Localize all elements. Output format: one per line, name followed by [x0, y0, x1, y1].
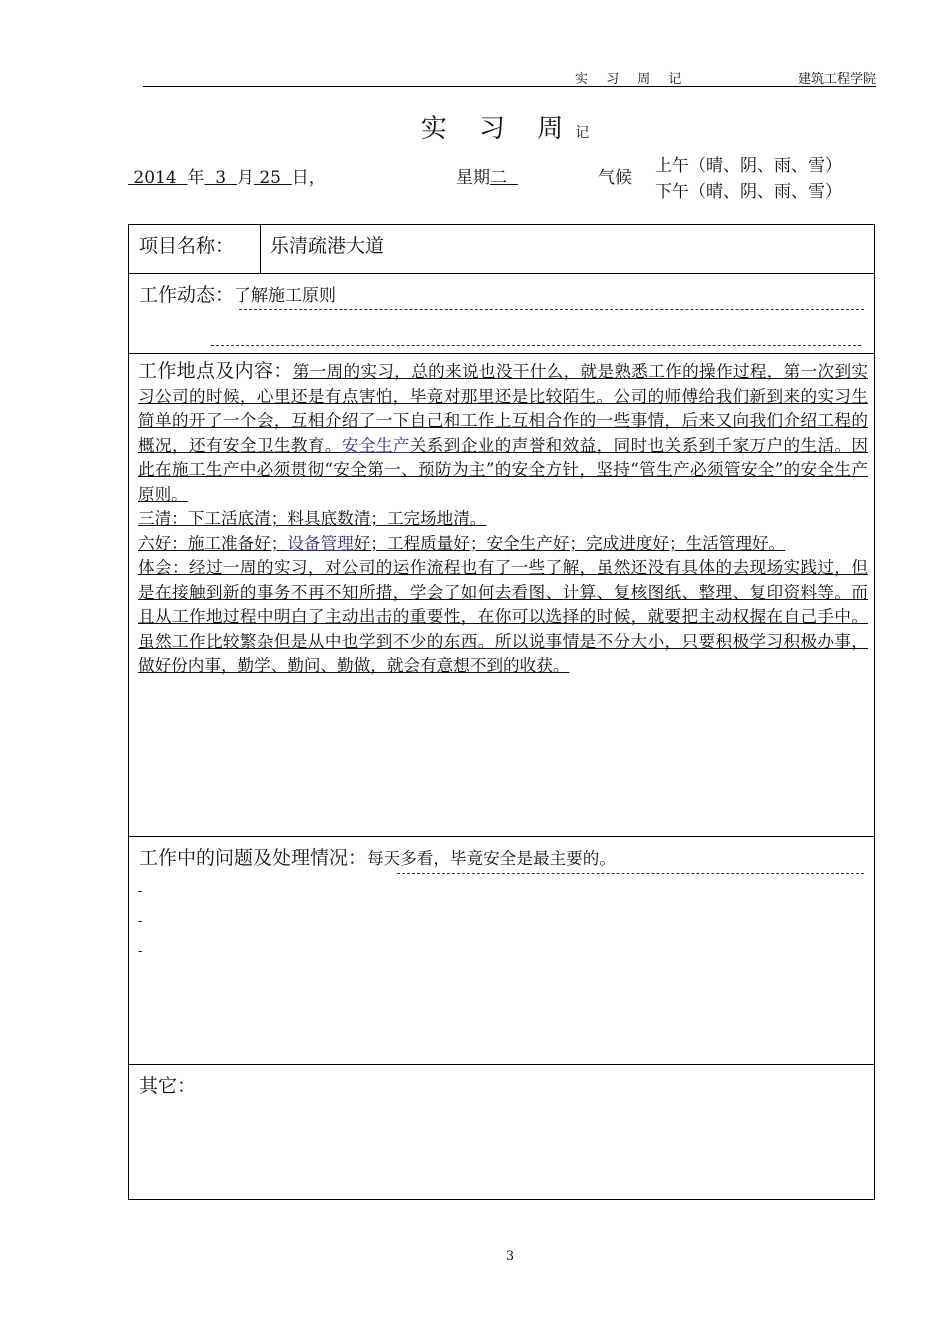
other-label: 其它：: [139, 1075, 197, 1097]
dash-mark: -: [138, 884, 143, 899]
project-row: [129, 225, 874, 274]
dash-mark: -: [138, 914, 143, 929]
safety-production-link[interactable]: 安全生产: [341, 435, 410, 455]
page-header: [143, 66, 876, 87]
content-body: [138, 359, 868, 679]
date-month: 3: [215, 168, 227, 188]
weather-am: 上午（晴、阴、雨、雪）: [655, 156, 842, 176]
dynamics-row: [129, 274, 874, 354]
dynamics-label: 工作动态：了解施工原则: [139, 284, 337, 306]
header-right: 建筑工程学院: [797, 72, 876, 87]
problems-label: 工作中的问题及处理情况：每天多看，毕竟安全是最主要的。: [139, 847, 616, 869]
weather-pm: 下午（晴、阴、雨、雪）: [655, 182, 842, 202]
content-label: 工作地点及内容：: [138, 360, 293, 382]
date-day: 25: [259, 168, 281, 188]
title-main: 实 习 周: [420, 114, 576, 144]
title-suffix: 记: [575, 125, 590, 141]
three-clean-line: 三清：下工活底清；料具底数清；工完场地清。: [138, 509, 487, 528]
six-good-line: 六好：施工准备好；设备管理好；工程质量好；安全生产好；完成进度好；生活管理好。: [138, 533, 786, 553]
date-line: [128, 163, 326, 188]
dash-mark: -: [138, 944, 143, 959]
date-year-unit: 年: [187, 168, 205, 188]
experience-paragraph: 体会：经过一周的实习，对公司的运作流程也有了一些了解，虽然还没有具体的去现场实践过，但是在接触到新的事务不再不知所措，学会了如何去看图、计算、复核图纸、整理、复印资料等。而且从工作地过程中明白了主动出击的重要性，在你可以选择的时候，就要把主动权握在自己手中。虽然工作比较繁杂但是从中也学到不少的东西。所以说事情是不分大小，只要积极学习积极办事，做好份内事，勤学、勤问、勤做，就会有意想不到的收获。: [138, 558, 868, 675]
weekly-report-table: [128, 224, 875, 1200]
date-day-unit: 日，: [291, 168, 326, 188]
page-number: 3: [505, 1249, 515, 1264]
date-year: 2014: [133, 168, 177, 188]
other-row: [129, 1065, 874, 1199]
equipment-management-link[interactable]: 设备管理: [287, 533, 354, 553]
page-title: [0, 108, 950, 145]
weekday: [456, 163, 518, 188]
climate-label: 气候: [598, 168, 632, 188]
column-divider: [260, 225, 261, 273]
problems-value: 每天多看，毕竟安全是最主要的。: [367, 849, 616, 868]
weekday-label: 星期: [456, 168, 490, 188]
header-left: 实 习 周 记: [575, 72, 689, 87]
project-name: 乐清疏港大道: [270, 235, 385, 257]
dashed-line: [397, 873, 864, 874]
date-month-unit: 月: [236, 168, 254, 188]
content-paragraph: 工作地点及内容：第一周的实习，总的来说也没干什么，就是熟悉工作的操作过程，第一次到实习公司的时候，心里还是有点害怕，毕竟对那里还是比较陌生。公司的师傅给我们新到来的实习生简单的开了一个会，互相介绍了一下自己和工作上互相合作的一些事情，后来又向我们介绍工程的概况，还有安全卫生教育。安全生产关系到企业的声誉和效益，同时也关系到千家万户的生活。因此在施工生产中必须贯彻“安全第一、预防为主”的安全方针，坚持“管生产必须管安全”的安全生产原则。: [138, 360, 869, 504]
dashed-line: [239, 309, 864, 310]
dynamics-value: 了解施工原则: [234, 286, 337, 306]
project-label: 项目名称：: [139, 235, 235, 257]
dashed-line: [211, 345, 861, 346]
weekday-value: 二: [490, 168, 507, 188]
content-row: [129, 354, 874, 837]
problems-row: [129, 837, 874, 1065]
